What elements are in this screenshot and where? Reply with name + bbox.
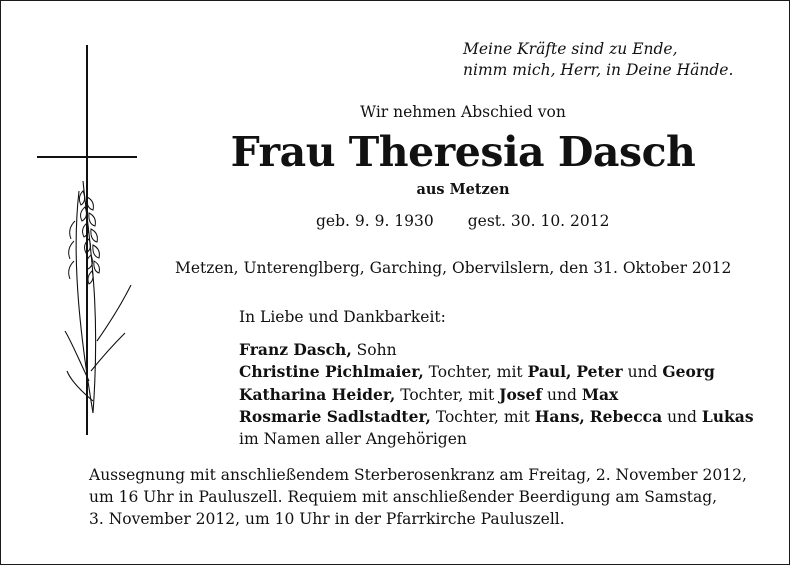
mourner-christine: Christine Pichlmaier, Tochter, mit Paul, Peter und Georg <box>239 362 715 381</box>
place-date-line: Metzen, Unterenglberg, Garching, Obervilslern, den 31. Oktober 2012 <box>175 259 732 277</box>
motto-verse <box>463 39 733 81</box>
mourner-franz: Franz Dasch, Sohn <box>239 339 397 359</box>
mourner-katharina: Katharina Heider, Tochter, mit Josef und Max <box>239 384 619 404</box>
funeral-line-3: 3. November 2012, um 10 Uhr in der Pfarrkirche Pauluszell. <box>89 509 565 528</box>
motto-line-2: nimm mich, Herr, in Deine Hände. <box>463 61 734 79</box>
death-date: gest. 30. 10. 2012 <box>467 212 610 230</box>
life-dates <box>316 212 609 230</box>
funeral-line-1: Aussegnung mit anschließendem Sterberosenkranz am Freitag, 2. November 2012, <box>89 466 747 484</box>
funeral-line-2: um 16 Uhr in Pauluszell. Requiem mit anschließender Beerdigung am Samstag, <box>89 487 718 506</box>
mourner-name: Katharina Heider, <box>239 384 396 404</box>
relatives-line: im Namen aller Angehörigen <box>239 429 467 448</box>
intro-line: Wir nehmen Abschied von <box>360 103 566 121</box>
funeral-details <box>89 465 747 530</box>
deceased-name: Frau Theresia Dasch <box>230 128 696 176</box>
cross-with-wheat-icon <box>31 41 141 441</box>
birth-date: geb. 9. 9. 1930 <box>316 212 434 230</box>
origin-line: aus Metzen <box>416 181 510 198</box>
mourner-name: Franz Dasch, <box>239 339 352 359</box>
mourner-name: Christine Pichlmaier, <box>239 362 424 381</box>
mourners-block <box>239 307 754 450</box>
mourner-rosmarie: Rosmarie Sadlstadter, Tochter, mit Hans, Rebecca und Lukas <box>239 407 754 426</box>
mourner-name: Rosmarie Sadlstadter, <box>239 407 431 426</box>
gratitude-line: In Liebe und Dankbarkeit: <box>239 308 446 326</box>
motto-line-1: Meine Kräfte sind zu Ende, <box>463 40 678 58</box>
